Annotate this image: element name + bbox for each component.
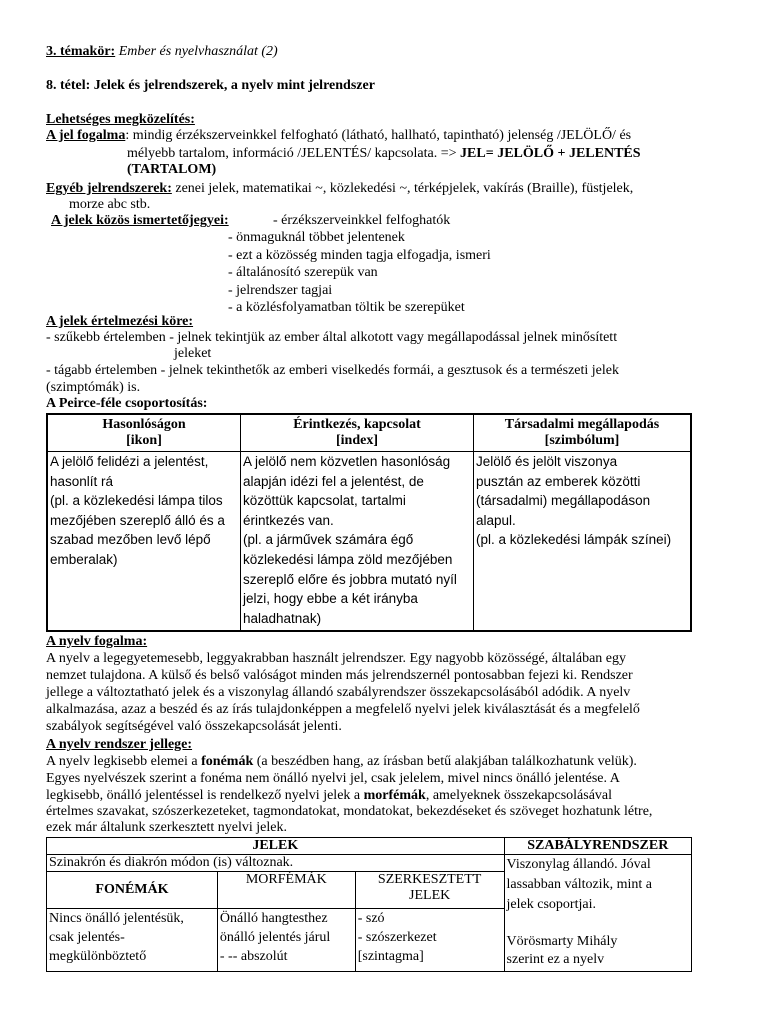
sign-concept-term: A jel fogalma: [46, 128, 126, 143]
sign-formula-tail: (TARTALOM): [127, 162, 217, 177]
thesis-title: 8. tétel: Jelek és jelrendszerek, a nyelv mint jelrendszer: [46, 78, 375, 93]
system-line1: A nyelv legkisebb elemei a fonémák (a beszédben hang, az írásban betű alakjában találkozhatunk velük).: [46, 754, 637, 769]
feature-item: - ezt a közösség minden tagja elfogadja, ismeri: [228, 247, 491, 263]
change-cell: Szinakrón és diakrón módon (is) változnak.: [47, 855, 505, 872]
scope-narrow-a: - szűkebb értelemben - jelnek tekintjük az ember által alkotott vagy megállapodással jelnek minősített: [46, 330, 618, 345]
peirce-content-row: [47, 452, 691, 632]
header-rules: SZABÁLYRENDSZER: [504, 838, 691, 855]
sign-formula: JEL= JELÖLŐ + JELENTÉS: [460, 146, 641, 161]
system-line3: legkisebb, önálló jelentéssel is rendelkező nyelvi jelek a morfémák, amelyeknek összekapcsolásával: [46, 788, 613, 803]
system-line5: ezek már általunk szerkesztett nyelvi jelek.: [46, 820, 288, 835]
sign-concept-line2: [127, 146, 727, 162]
other-systems-line2: morze abc stb.: [69, 197, 151, 212]
sign-concept-text1: : mindig érzékszerveinkkel felfogható (látható, hallható, tapintható) jelenség /JELÖLŐ/ és: [125, 128, 632, 143]
scope-heading: A jelek értelmezési köre:: [46, 314, 194, 329]
system-heading: A nyelv rendszer jellege:: [46, 737, 193, 752]
topic-title: Ember és nyelvhasználat (2): [118, 44, 278, 59]
peirce-title: A Peirce-féle csoportosítás:: [46, 396, 208, 411]
cell-morfemak: Önálló hangtesthez önálló jelentés járul - -- abszolút: [217, 909, 355, 972]
language-line: A nyelv a legegyetemesebb, leggyakrabban használt jelrendszer. Egy nagyobb közösségé, általában egy: [46, 651, 627, 666]
header-icon: Hasonlóságon [ikon]: [47, 414, 241, 452]
header-symbol: Társadalmi megállapodás [szimbólum]: [474, 414, 692, 452]
other-systems-line1: [46, 181, 722, 197]
signs-rules-table: [46, 837, 692, 972]
scope-broad-b: (szimptómák) is.: [46, 380, 141, 395]
sign-concept-text2: mélyebb tartalom, információ /JELENTÉS/ kapcsolata. =>: [127, 146, 461, 161]
cell-fonemak: Nincs önálló jelentésük, csak jelentés- megkülönböztető: [47, 909, 218, 972]
language-line: szabályok segítségével való összekapcsolását jelenti.: [46, 719, 342, 734]
other-systems-term: Egyéb jelrendszerek:: [46, 181, 172, 196]
common-features-first: [273, 213, 673, 231]
cell-symbol: Jelölő és jelölt viszonya pusztán az emberek közötti (társadalmi) megállapodáson alapul. (pl. a közlekedési lámpák színei): [474, 452, 692, 632]
other-systems-text1: zenei jelek, matematikai ~, közlekedési ~, térképjelek, vakírás (Braille), füstjelek,: [171, 181, 634, 196]
language-line: alkalmazása, azaz a beszéd és az írás tulajdonképpen a megfelelő nyelvi jelek kiválasztását és a megfelelő: [46, 702, 640, 717]
feature-item: - általánosító szerepük van: [228, 265, 378, 280]
common-features-term: A jelek közös ismertetőjegyei:: [51, 213, 229, 228]
header-signs: JELEK: [47, 838, 505, 855]
table2-change-row: [47, 855, 692, 872]
sign-concept-line1: [46, 128, 722, 144]
fonemak-term: fonémák: [201, 754, 254, 769]
header-index: Érintkezés, kapcsolat [index]: [241, 414, 474, 452]
scope-broad-a: - tágabb értelemben - jelnek tekinthetők az emberi viselkedés formái, a gesztusok és a természeti jelek: [46, 363, 619, 378]
feature-item: - a közlésfolyamatban töltik be szerepüket: [228, 300, 465, 315]
table2-header-row: [47, 838, 692, 855]
peirce-table: [46, 413, 692, 632]
cell-index: A jelölő nem közvetlen hasonlóság alapján idézi fel a jelentést, de közöttük kapcsolat, tartalmi érintkezés van. (pl. a járművek számára égő közlekedési lámpa zöld mezőjében szereplő előre és jobbra mutató nyíl jelzi, hogy ebbe a két irányba haladhatnak): [241, 452, 474, 632]
scope-narrow-b: jeleket: [174, 346, 212, 361]
col-morfemak: MORFÉMÁK: [217, 872, 355, 909]
approaches-heading: Lehetséges megközelítés:: [46, 112, 195, 127]
system-line4: értelmes szavakat, szószerkezeteket, tagmondatokat, mondatokat, bekezdéseket és szöveget hozhatunk létre,: [46, 804, 653, 819]
feature-item: - önmaguknál többet jelentenek: [228, 230, 405, 245]
col-fonemak: FONÉMÁK: [47, 872, 218, 909]
topic-label: 3. témakör:: [46, 44, 116, 59]
feature-item: - érzékszerveinkkel felfoghatók: [273, 213, 451, 228]
system-line2: Egyes nyelvészek szerint a fonéma nem önálló nyelvi jel, csak jelelem, mivel nincs önálló jelentése. A: [46, 771, 620, 786]
language-line: nemzet tulajdona. A külső és belső valóságot minden más jelrendszernél pontosabban fejezi ki. Rendszer: [46, 668, 633, 683]
col-szerkesztett: SZERKESZTETT JELEK: [355, 872, 504, 909]
topic-line: [46, 44, 722, 60]
morfemak-term: morfémák: [363, 788, 426, 803]
language-line: jellege a változtatható jelek és a viszonylag állandó szabályrendszer összekapcsolásából adódik. A nyelv: [46, 685, 631, 700]
cell-szerkesztett: - szó - szószerkezet [szintagma]: [355, 909, 504, 972]
feature-item: - jelrendszer tagjai: [228, 282, 333, 298]
rules-cell: Viszonylag állandó. Jóval lassabban változik, mint a jelek csoportjai. Vörösmarty Mihály szerint ez a nyelv: [504, 855, 691, 972]
cell-icon: A jelölő felidézi a jelentést, hasonlít rá (pl. a közlekedési lámpa tilos mezőjében szereplő álló és a szabad mezőben levő lépő emberalak): [47, 452, 241, 632]
peirce-header-row: [47, 414, 691, 452]
common-features-list: [228, 230, 628, 318]
language-heading: A nyelv fogalma:: [46, 634, 148, 649]
